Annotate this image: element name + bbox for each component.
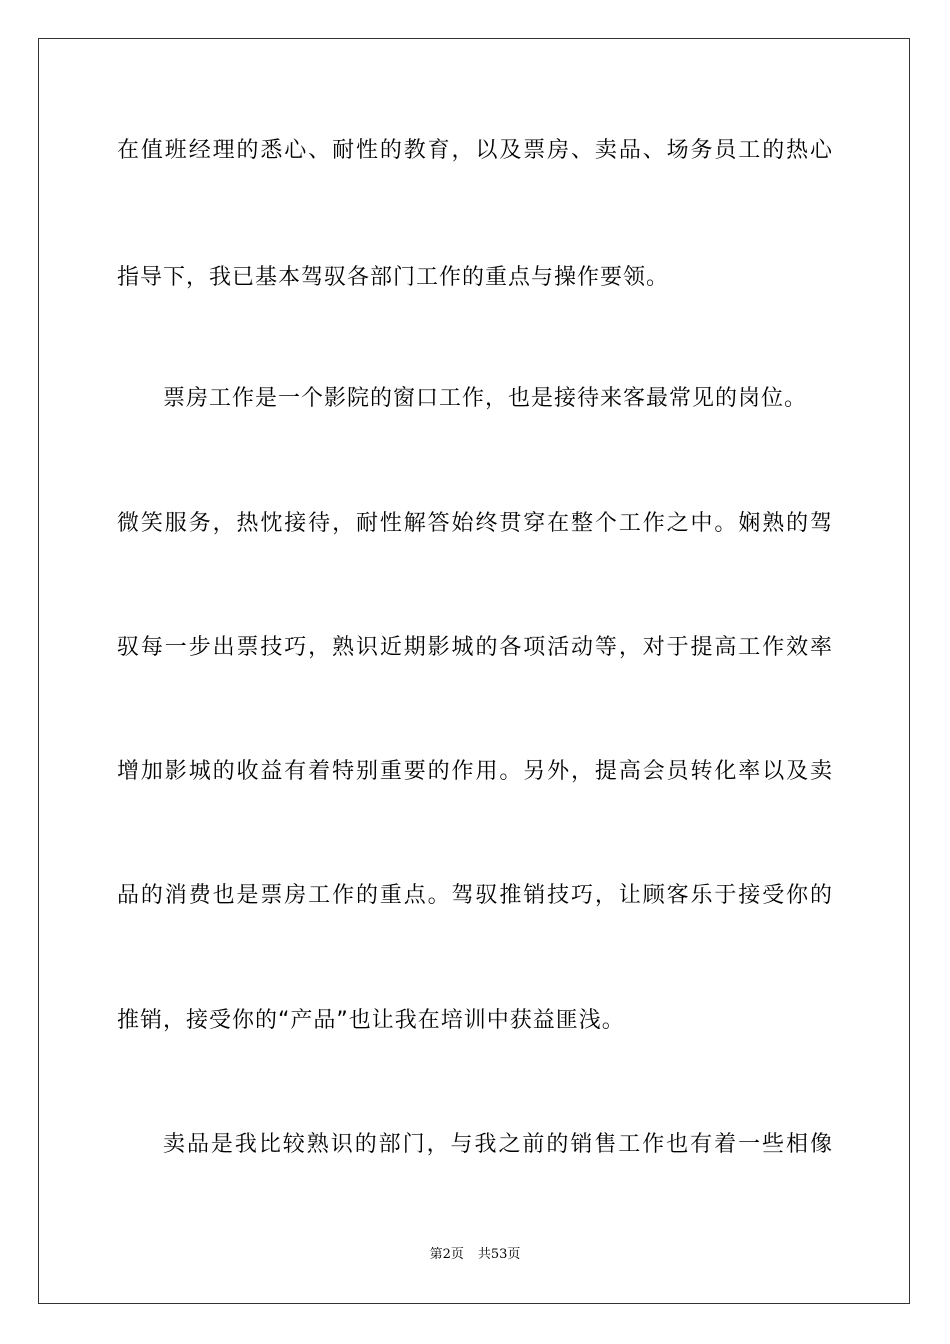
text-line: 卖品是我比较熟识的部门，与我之前的销售工作也有着一些相像 (163, 1132, 833, 1157)
text-line: 在值班经理的悉心、耐性的教育，以及票房、卖品、场务员工的热心 (117, 138, 833, 163)
text-line: 推销，接受你的“产品”也让我在培训中获益匪浅。 (117, 1008, 625, 1033)
text-line: 驭每一步出票技巧，熟识近期影城的各项活动等，对于提高工作效率 (117, 635, 833, 660)
page-current: 第2页 (429, 1247, 464, 1262)
text-line: 品的消费也是票房工作的重点。驾驭推销技巧，让顾客乐于接受你的 (117, 883, 833, 908)
text-line: 指导下，我已基本驾驭各部门工作的重点与操作要领。 (117, 265, 670, 290)
page-frame (38, 38, 910, 1304)
text-line: 票房工作是一个影院的窗口工作，也是接待来客最常见的岗位。 (163, 386, 808, 411)
text-line: 微笑服务，热忱接待，耐性解答始终贯穿在整个工作之中。娴熟的驾 (117, 511, 833, 536)
page-footer (0, 1246, 950, 1264)
text-line: 增加影城的收益有着特别重要的作用。另外，提高会员转化率以及卖 (117, 759, 833, 784)
page-total: 共53页 (477, 1247, 521, 1262)
